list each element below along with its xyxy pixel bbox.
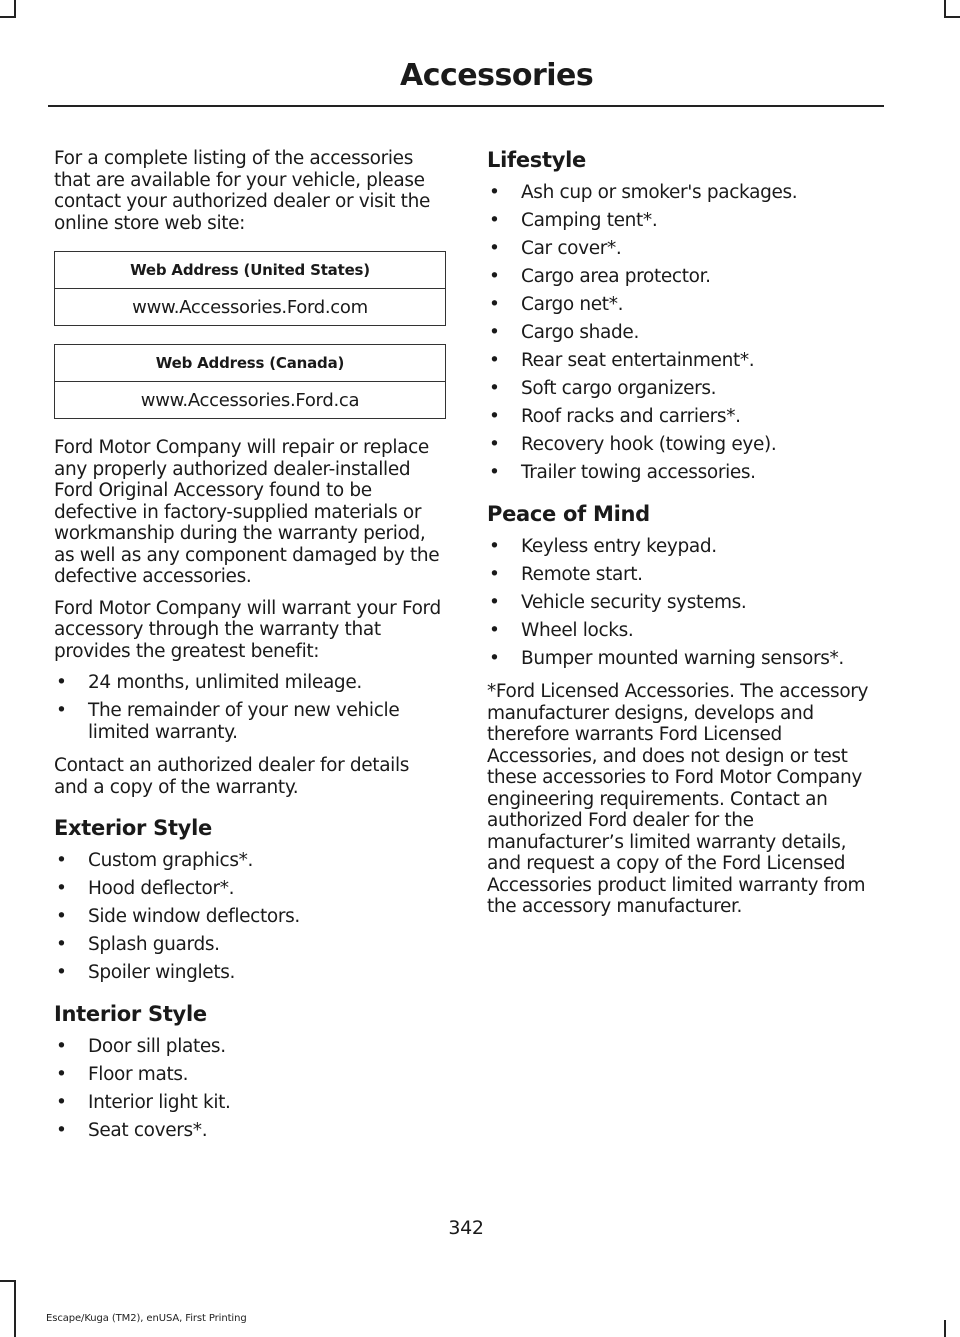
bullet-icon: •	[489, 591, 500, 613]
warrant-paragraph: Ford Motor Company will warrant your Ford accessory through the warranty that provides the greatest benefit:	[54, 597, 441, 662]
list-item-text: Wheel locks.	[521, 619, 634, 641]
crop-mark	[944, 16, 960, 18]
page-number: 342	[448, 1217, 484, 1239]
right-column	[487, 148, 879, 928]
list-item-text: Floor mats.	[88, 1063, 189, 1085]
list-item-text: Custom graphics*.	[88, 850, 254, 871]
list-item	[487, 350, 879, 372]
list-item	[54, 850, 446, 872]
bullet-icon: •	[56, 1035, 67, 1057]
table-header: Web Address (United States)	[55, 252, 446, 289]
list-item-text: Interior light kit.	[88, 1091, 231, 1113]
list-item	[54, 878, 446, 900]
bullet-icon: •	[56, 962, 67, 983]
section-heading-lifestyle: Lifestyle	[487, 148, 586, 172]
list-item-text: Door sill plates.	[88, 1035, 226, 1057]
list-item	[54, 1036, 446, 1058]
list-item	[487, 210, 879, 232]
list-item-text: Recovery hook (towing eye).	[521, 434, 777, 455]
list-item-text: Cargo net*.	[521, 294, 624, 315]
page-title: Accessories	[400, 58, 594, 93]
list-item-text: Roof racks and carriers*.	[521, 406, 741, 427]
bullet-icon: •	[489, 462, 500, 483]
bullet-icon: •	[489, 294, 500, 315]
list-item-text: Seat covers*.	[88, 1119, 208, 1141]
bullet-icon: •	[56, 906, 67, 927]
lifestyle-list	[487, 182, 879, 484]
list-item-text: Rear seat entertainment*.	[521, 350, 755, 371]
us-web-address-table	[54, 251, 446, 326]
crop-mark	[944, 1320, 946, 1337]
list-item	[487, 536, 879, 558]
bullet-icon: •	[489, 563, 500, 585]
contact-paragraph: Contact an authorized dealer for details and a copy of the warranty.	[54, 755, 410, 798]
list-item-text: Keyless entry keypad.	[521, 535, 717, 557]
list-item	[487, 620, 879, 642]
list-item	[54, 962, 446, 984]
bullet-icon: •	[489, 378, 500, 399]
bullet-icon: •	[489, 647, 500, 669]
list-item	[487, 564, 879, 586]
list-item-text: Vehicle security systems.	[521, 591, 747, 613]
list-item	[54, 1064, 446, 1086]
bullet-icon: •	[489, 210, 500, 231]
list-item-text: Ash cup or smoker's packages.	[521, 182, 798, 203]
list-item	[54, 934, 446, 956]
list-item-text: Car cover*.	[521, 238, 622, 259]
crop-mark	[0, 1280, 16, 1282]
canada-web-address-table	[54, 344, 446, 419]
table-cell-url: www.Accessories.Ford.ca	[55, 382, 446, 419]
section-heading-peace-of-mind: Peace of Mind	[487, 501, 650, 526]
licensed-accessories-note: *Ford Licensed Accessories. The accessory manufacturer designs, develops and therefore warrants Ford Licensed Accessories, and does not design or test these accessories to Ford Motor Company engineering requirements. Contact an authorized Ford dealer for the manufacturer’s limited warranty details, and request a copy of the Ford Licensed Accessories product limited warranty from the accessory manufacturer.	[487, 681, 869, 917]
list-item	[487, 592, 879, 614]
bullet-icon: •	[489, 266, 500, 287]
list-item-text: Side window deflectors.	[88, 906, 300, 927]
list-item-text: Soft cargo organizers.	[521, 378, 717, 399]
list-item	[54, 1120, 446, 1142]
warrant-list	[54, 672, 446, 743]
crop-mark	[14, 1280, 16, 1337]
list-item	[487, 406, 879, 428]
list-item-text: Hood deflector*.	[88, 878, 235, 899]
table-header: Web Address (Canada)	[55, 345, 446, 382]
list-item-text: Splash guards.	[88, 934, 220, 955]
peace-of-mind-list	[487, 536, 879, 670]
list-item-text: Camping tent*.	[521, 210, 658, 231]
list-item-text: Spoiler winglets.	[88, 962, 236, 983]
repair-paragraph: Ford Motor Company will repair or replace any properly authorized dealer-installed Ford Original Accessory found to be defective in factory-supplied materials or workmanship during the warranty period, as well as any component damaged by the defective accessories.	[54, 437, 440, 587]
list-item	[54, 672, 446, 694]
interior-style-list	[54, 1036, 446, 1142]
bullet-icon: •	[489, 434, 500, 455]
section-heading-interior-style: Interior Style	[54, 1001, 207, 1026]
list-item	[487, 294, 879, 316]
table-cell-url: www.Accessories.Ford.com	[55, 289, 446, 326]
list-item	[487, 378, 879, 400]
bullet-icon: •	[56, 1119, 67, 1141]
list-item	[487, 238, 879, 260]
list-item-text: Cargo area protector.	[521, 266, 711, 287]
list-item	[487, 462, 879, 484]
list-item	[487, 648, 879, 670]
list-item	[487, 434, 879, 456]
footer-text: Escape/Kuga (TM2), enUSA, First Printing	[46, 1313, 247, 1324]
list-item-text: Trailer towing accessories.	[521, 462, 756, 483]
bullet-icon: •	[56, 878, 67, 899]
list-item	[487, 322, 879, 344]
list-item	[54, 906, 446, 928]
list-item-text: 24 months, unlimited mileage.	[88, 672, 362, 693]
bullet-icon: •	[56, 1091, 67, 1113]
bullet-icon: •	[489, 619, 500, 641]
left-column	[54, 148, 446, 1153]
bullet-icon: •	[489, 535, 500, 557]
bullet-icon: •	[56, 1063, 67, 1085]
list-item-text: Cargo shade.	[521, 322, 639, 343]
section-heading-exterior-style: Exterior Style	[54, 816, 212, 840]
list-item-text: The remainder of your new vehicle limited warranty.	[88, 700, 400, 743]
list-item-text: Remote start.	[521, 563, 643, 585]
bullet-icon: •	[489, 182, 500, 203]
bullet-icon: •	[489, 238, 500, 259]
intro-paragraph: For a complete listing of the accessories that are available for your vehicle, please contact your authorized dealer or visit the online store web site:	[54, 148, 430, 234]
header-divider	[48, 105, 884, 107]
list-item	[54, 1092, 446, 1114]
bullet-icon: •	[56, 672, 67, 693]
bullet-icon: •	[489, 322, 500, 343]
bullet-icon: •	[489, 350, 500, 371]
list-item	[487, 182, 879, 204]
list-item	[54, 700, 446, 743]
bullet-icon: •	[56, 700, 67, 721]
list-item	[487, 266, 879, 288]
bullet-icon: •	[489, 406, 500, 427]
list-item-text: Bumper mounted warning sensors*.	[521, 647, 844, 669]
bullet-icon: •	[56, 934, 67, 955]
bullet-icon: •	[56, 850, 67, 871]
exterior-style-list	[54, 850, 446, 984]
crop-mark	[0, 16, 16, 18]
